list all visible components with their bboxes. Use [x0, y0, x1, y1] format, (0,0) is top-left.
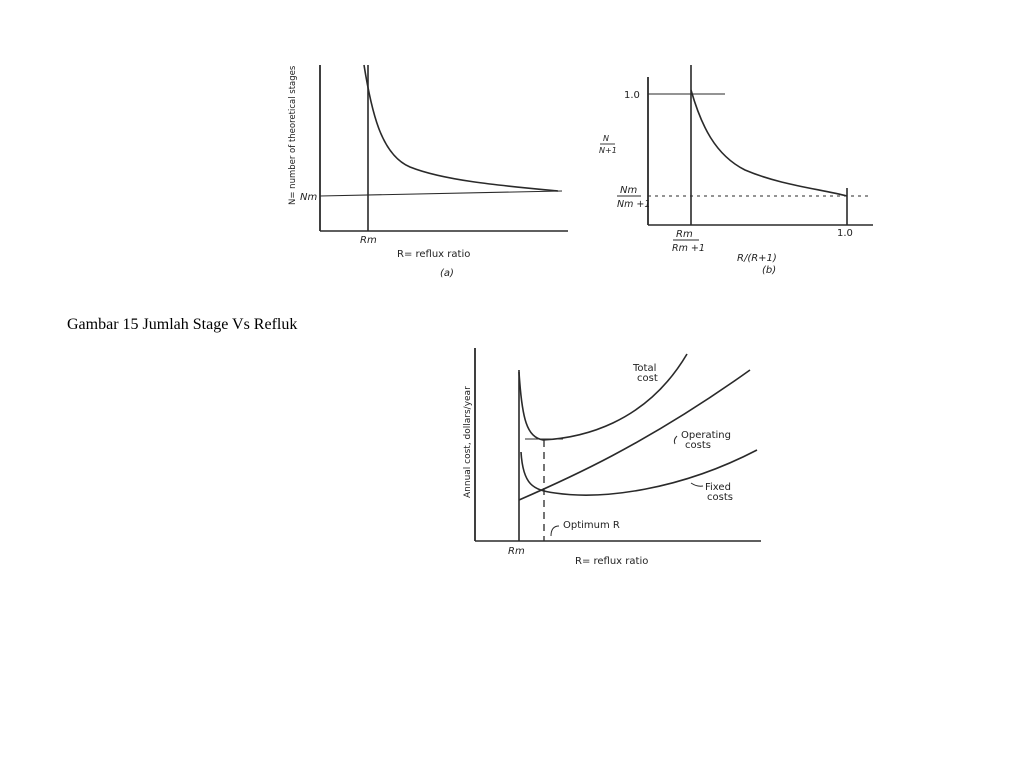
a-nm-label: Nm	[300, 192, 318, 203]
figure-c-svg	[455, 340, 785, 575]
a-rm-label: Rm	[360, 235, 377, 246]
figure-a-stages-vs-reflux	[280, 55, 570, 295]
b-panel-label: (b)	[762, 265, 777, 276]
c-optimum-label: Optimum R	[563, 520, 620, 531]
b-nm-denominator: Nm +1	[617, 199, 651, 210]
b-x-axis-label: R/(R+1)	[737, 253, 777, 264]
a-stages-curve	[364, 65, 558, 191]
c-operating-leader-line	[674, 436, 677, 444]
figure-caption: Gambar 15 Jumlah Stage Vs Refluk	[67, 316, 298, 333]
c-total-cost-label-2: cost	[637, 373, 658, 384]
a-y-axis-label: N= number of theoretical stages	[288, 65, 298, 205]
a-nm-asymptote-line	[320, 191, 562, 196]
c-y-axis-label: Annual cost, dollars/year	[463, 386, 473, 498]
b-x-end-tick-label: 1.0	[837, 228, 853, 239]
c-operating-cost-label-2: costs	[685, 440, 711, 451]
figure-c-annual-cost	[455, 340, 785, 575]
figure-a-svg	[280, 55, 570, 295]
c-optimum-leader-line	[551, 526, 559, 536]
c-x-axis-label: R= reflux ratio	[575, 556, 649, 567]
c-fixed-leader-line	[691, 483, 703, 486]
c-total-cost-label-1: Total	[633, 363, 657, 374]
a-x-axis-label: R= reflux ratio	[397, 249, 471, 260]
c-rm-label: Rm	[508, 546, 525, 557]
figure-b-normalized-stages	[575, 55, 890, 295]
b-rm-denominator: Rm +1	[672, 243, 705, 254]
c-fixed-cost-label-1: Fixed	[705, 482, 731, 493]
b-nm-numerator: Nm	[620, 185, 638, 196]
b-rm-numerator: Rm	[676, 229, 693, 240]
b-y-label-numerator: N	[603, 134, 609, 143]
b-y-label-denominator: N+1	[599, 146, 617, 155]
a-panel-label: (a)	[440, 268, 454, 279]
figure-b-svg	[575, 55, 890, 295]
b-y-top-tick-label: 1.0	[624, 90, 640, 101]
c-fixed-cost-label-2: costs	[707, 492, 733, 503]
b-stages-curve	[691, 90, 847, 196]
c-operating-cost-label-1: Operating	[681, 430, 731, 441]
